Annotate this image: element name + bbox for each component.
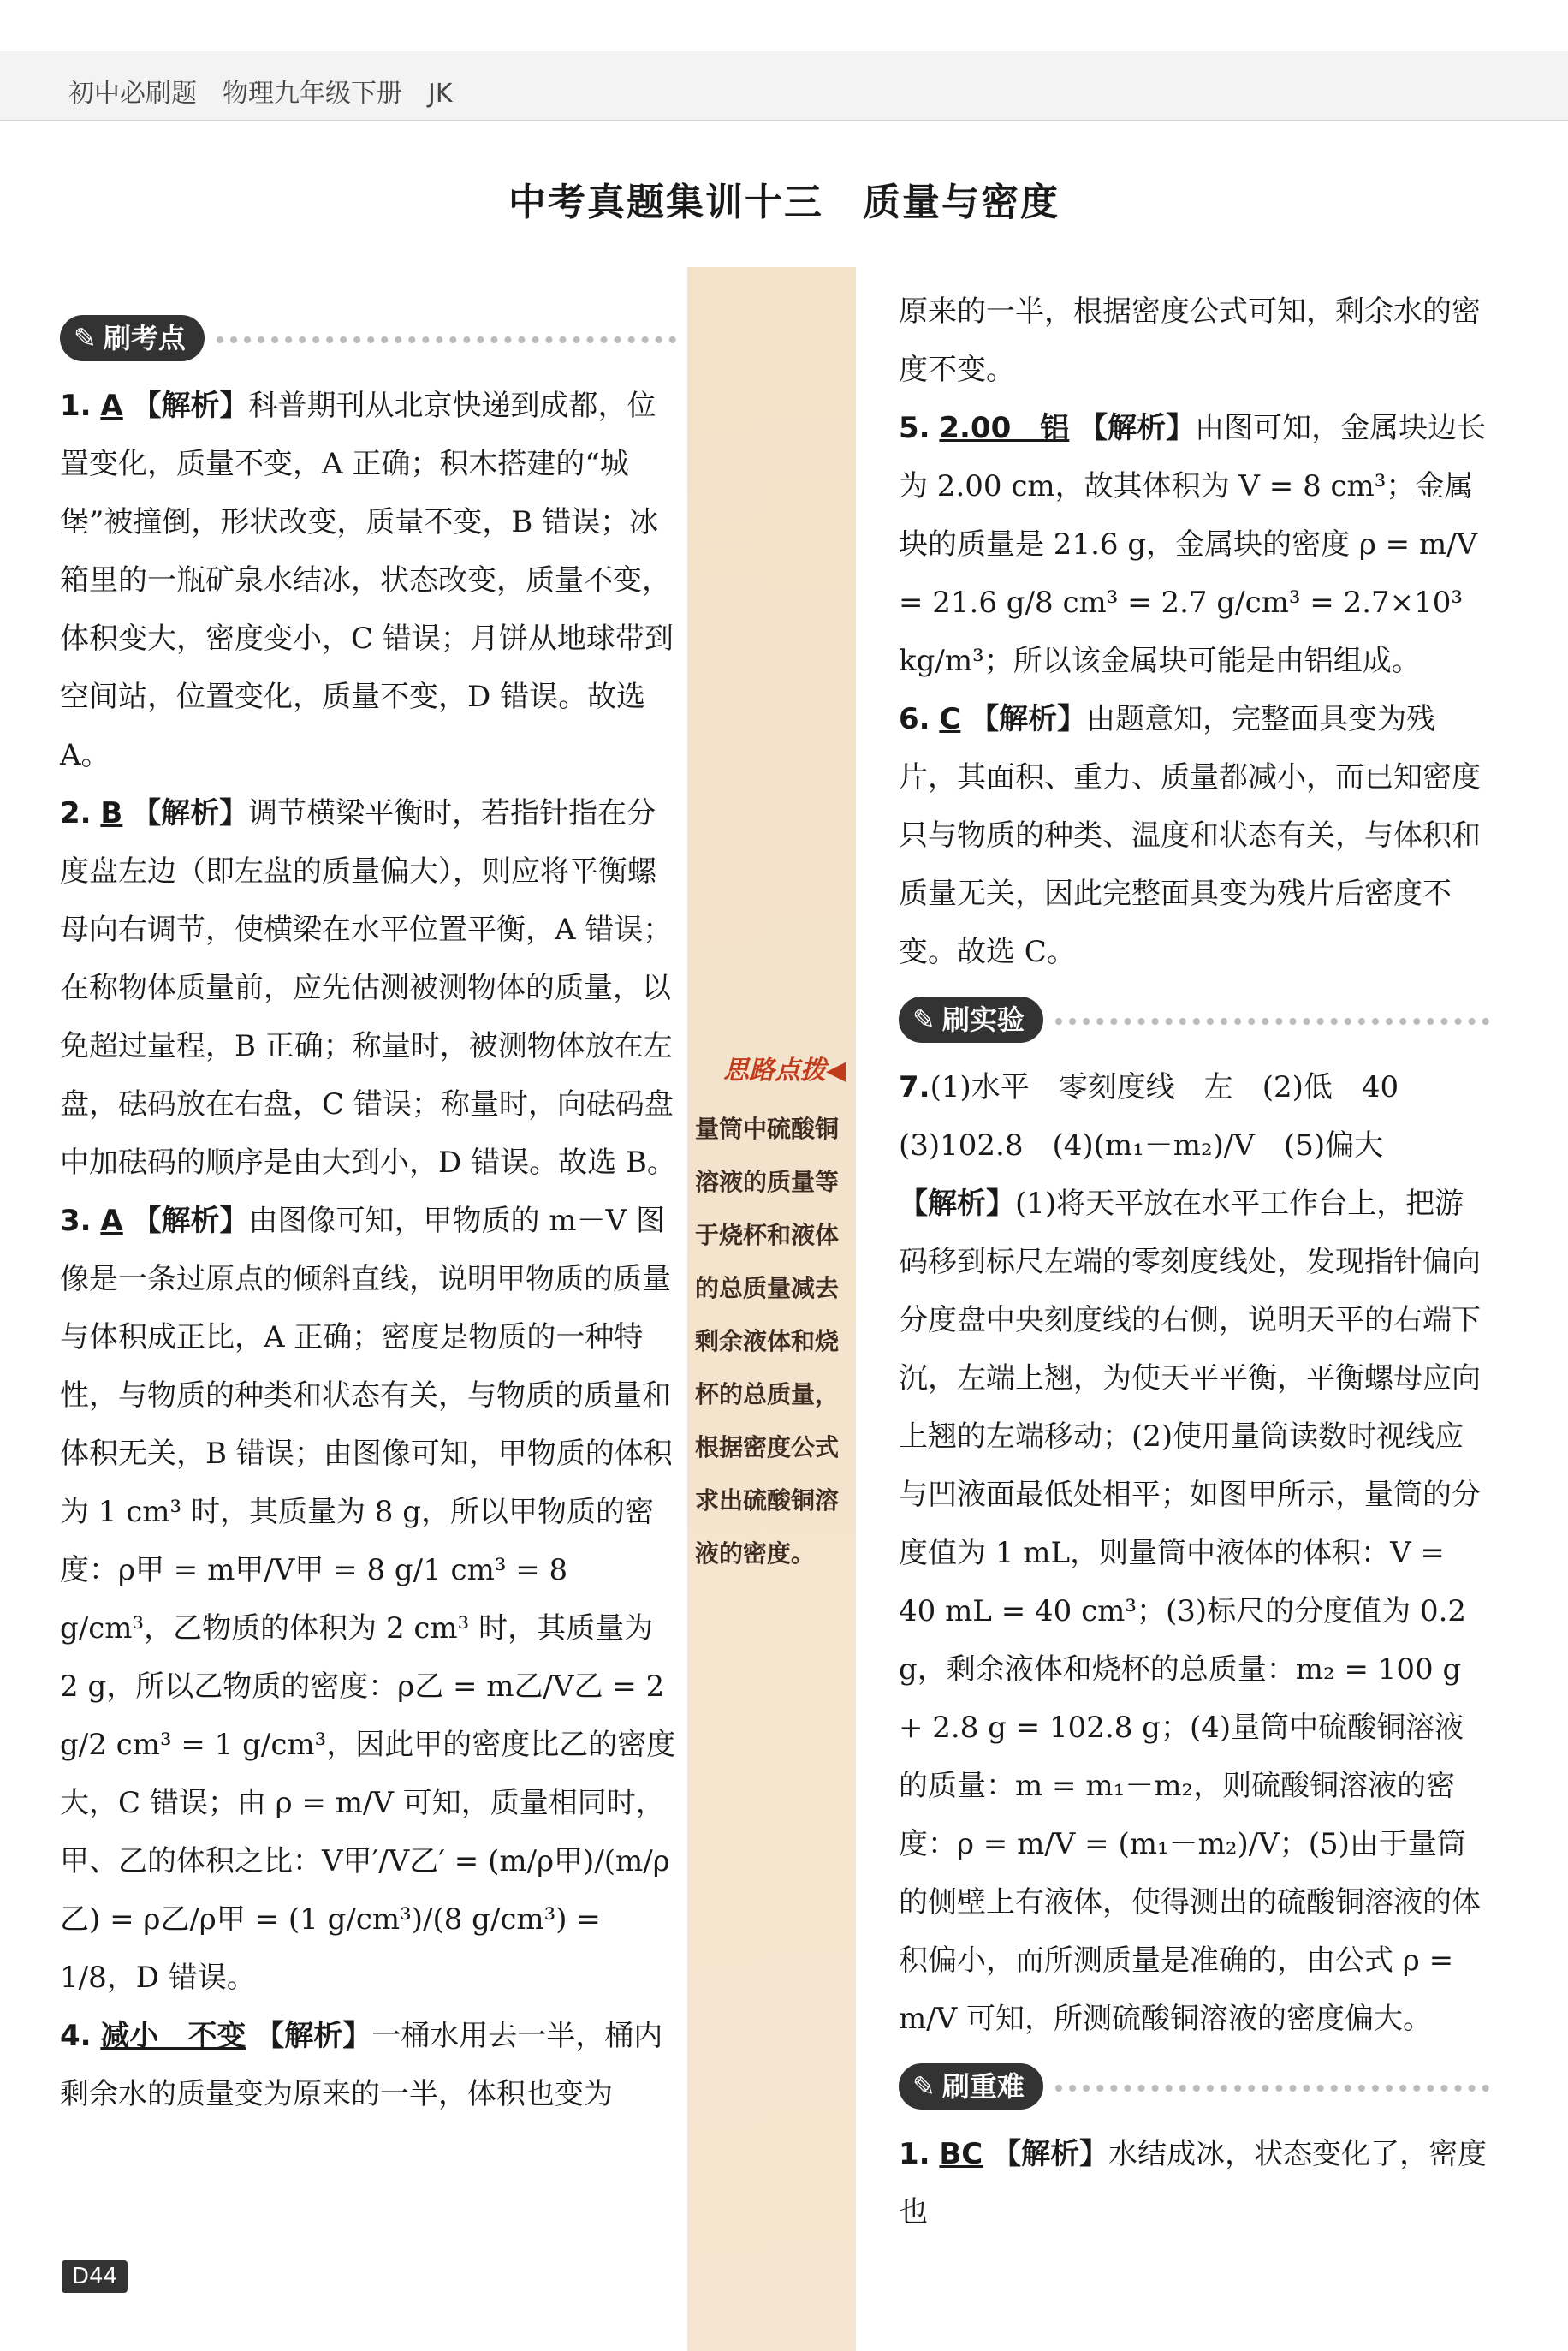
pencil-icon: ✎: [912, 2070, 935, 2103]
question-3: [60, 1192, 676, 2007]
analysis-text: 由图像可知，甲物质的 m－V 图像是一条过原点的倾斜直线，说明甲物质的质量与体积成正比，A 正确；密度是物质的一种特性，与物质的种类和状态有关，与物质的质量和体积无关，B 错误；由图像可知，甲物质的体积为 1 cm³ 时，其质量为 8 g，所以甲物质的密度：ρ甲 = m甲/V甲 = 8 g/1 cm³ = 8 g/cm³，乙物质的体积为 2 cm³ 时，其质量为 2 g，所以乙物质的密度：ρ乙 = m乙/V乙 = 2 g/2 cm³ = 1 g/cm³，因此甲的密度比乙的密度大，C 错误；由 ρ = m/V 可知，质量相同时，甲、乙的体积之比：V甲′/V乙′ = (m/ρ甲)/(m/ρ乙) = ρ乙/ρ甲 = (1 g/cm³)/(8 g/cm³) = 1/8，D 错误。: [60, 1204, 676, 1995]
analysis-label: 【解析】: [132, 796, 249, 830]
question-1: [60, 377, 676, 784]
answer: 减小 不变: [100, 2019, 246, 2053]
question-7-analysis: [899, 1175, 1489, 2048]
section-zhongnan: [899, 2048, 1489, 2125]
dotted-divider: [1055, 1018, 1489, 1025]
analysis-label: 【解析】: [1078, 411, 1196, 445]
question-6: [899, 690, 1489, 981]
page-number: D44: [62, 2260, 128, 2293]
section-label: 刷实验: [941, 1003, 1025, 1036]
answer: BC: [939, 2137, 983, 2171]
left-column: [60, 300, 676, 2123]
hard-question-1: [899, 2125, 1489, 2241]
analysis-text: 水结成冰，状态变化了，密度也: [899, 2137, 1488, 2229]
right-column: [899, 283, 1489, 2241]
question-number: 5.: [899, 411, 930, 445]
question-7-answers: [899, 1058, 1489, 1116]
analysis-label: 【解析】: [899, 1187, 1015, 1221]
question-number: 7.: [899, 1070, 930, 1104]
question-5: [899, 399, 1489, 690]
analysis-text: 调节横梁平衡时，若指针指在分度盘左边（即左盘的质量偏大），则应将平衡螺母向右调节，使横梁在水平位置平衡，A 错误；在称物体质量前，应先估测被测物体的质量，以免超过量程，B 正确；称量时，被测物体放在左盘，砝码放在右盘，C 错误；称量时，向砝码盘中加砝码的顺序是由大到小，D 错误。故选 B。: [60, 796, 676, 1180]
answer: A: [100, 389, 123, 423]
analysis-label: 【解析】: [132, 389, 249, 423]
question-number: 2.: [60, 796, 92, 830]
question-number: 1.: [899, 2137, 930, 2171]
analysis-text: 科普期刊从北京快递到成都，位置变化，质量不变，A 正确；积木搭建的“城堡”被撞倒，形状改变，质量不变，B 错误；冰箱里的一瓶矿泉水结冰，状态改变，质量不变，体积变大，密度变小，C 错误；月饼从地球带到空间站，位置变化，质量不变，D 错误。故选 A。: [60, 389, 674, 772]
analysis-label: 【解析】: [970, 702, 1087, 736]
answer: C: [939, 702, 961, 736]
answer: 2.00 铝: [939, 411, 1070, 445]
analysis-label: 【解析】: [992, 2137, 1109, 2171]
analysis-text: 由图可知，金属块边长为 2.00 cm，故其体积为 V = 8 cm³；金属块的质量是 21.6 g，金属块的密度 ρ = m/V = 21.6 g/8 cm³ = 2.7 g/cm³ = 2.7×10³ kg/m³；所以该金属块可能是由铝组成。: [899, 411, 1487, 678]
analysis-text: 一桶水用去一半，桶内剩余水的质量变为原来的一半，体积也变为: [60, 2019, 663, 2111]
tip-title: 思路点拨◀: [723, 1056, 846, 1086]
page-title: 中考真题集训十三 质量与密度: [508, 181, 1060, 224]
section-tag: [899, 2063, 1043, 2110]
question-number: 6.: [899, 702, 930, 736]
question-7-answers-2: (3)102.8 (4)(m₁－m₂)/V (5)偏大: [899, 1128, 1384, 1163]
dotted-divider: [1055, 2085, 1489, 2092]
section-label: 刷重难: [941, 2070, 1025, 2103]
pencil-icon: ✎: [74, 322, 97, 354]
section-tag: [60, 315, 205, 361]
question-number: 3.: [60, 1204, 92, 1238]
pencil-icon: ✎: [912, 1003, 935, 1036]
question-number: 1.: [60, 389, 92, 423]
section-label: 刷考点: [103, 322, 186, 354]
question-4: [60, 2007, 676, 2123]
section-kaodian: [60, 300, 676, 377]
section-shiyan: [899, 981, 1489, 1058]
analysis-label: 【解析】: [255, 2019, 372, 2053]
answer: B: [100, 796, 123, 830]
book-header: 初中必刷题 物理九年级下册 JK: [68, 79, 453, 109]
section-tag: [899, 997, 1043, 1043]
question-number: 4.: [60, 2019, 92, 2053]
question-2: [60, 784, 676, 1192]
dotted-divider: [217, 336, 676, 343]
answer: A: [100, 1204, 123, 1238]
answer-line: (1)水平 零刻度线 左 (2)低 40: [930, 1070, 1399, 1104]
analysis-label: 【解析】: [132, 1204, 249, 1238]
question-4-continued: 原来的一半，根据密度公式可知，剩余水的密度不变。: [899, 295, 1481, 387]
tip-body: 量筒中硫酸铜溶液的质量等于烧杯和液体的总质量减去剩余液体和烧杯的总质量，根据密度公式求出硫酸铜溶液的密度。: [695, 1115, 840, 1568]
analysis-text: 由题意知，完整面具变为残片，其面积、重力、质量都减小，而已知密度只与物质的种类、温度和状态有关，与体积和质量无关，因此完整面具变为残片后密度不变。故选 C。: [899, 702, 1481, 969]
analysis-text: (1)将天平放在水平工作台上，把游码移到标尺左端的零刻度线处，发现指针偏向分度盘中央刻度线的右侧，说明天平的右端下沉，左端上翘，为使天平平衡，平衡螺母应向上翘的左端移动；(2)使用量筒读数时视线应与凹液面最低处相平；如图甲所示，量筒的分度值为 1 mL，则量筒中液体的体积：V = 40 mL = 40 cm³；(3)标尺的分度值为 0.2 g，剩余液体和烧杯的总质量：m₂ = 100 g + 2.8 g = 102.8 g；(4)量筒中硫酸铜溶液的质量：m = m₁－m₂，则硫酸铜溶液的密度：ρ = m/V = (m₁－m₂)/V；(5)由于量筒的侧壁上有液体，使得测出的硫酸铜溶液的体积偏小，而所测质量是准确的，由公式 ρ = m/V 可知，所测硫酸铜溶液的密度偏大。: [899, 1187, 1481, 2036]
